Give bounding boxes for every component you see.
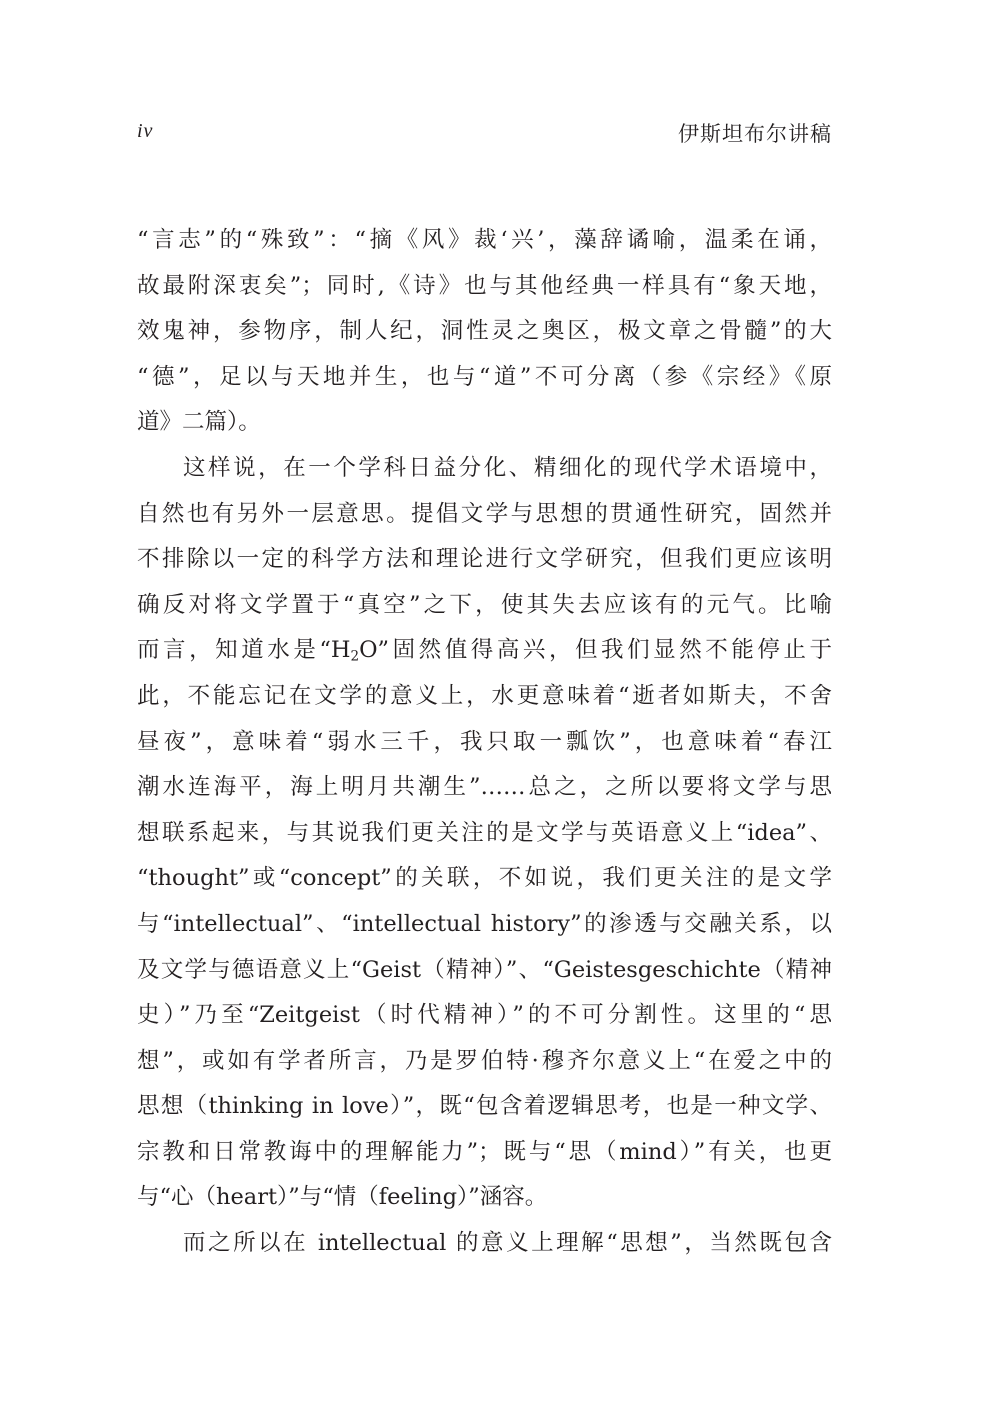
text-line: 而之所以在 intellectual 的意义上理解“思想”，当然既包含: [183, 1230, 832, 1257]
text-line: 自然也有另外一层意思。提倡文学与思想的贯通性研究，固然并: [137, 500, 832, 527]
text-line: 想”，或如有学者所言，乃是罗伯特·穆齐尔意义上“在爱之中的: [137, 1047, 832, 1074]
text-line: 这样说，在一个学科日益分化、精细化的现代学术语境中，: [183, 454, 832, 481]
text-segment: 而言，知道水是“H: [137, 637, 351, 664]
text-line: “thought”或“concept”的关联，不如说，我们更关注的是文学: [137, 865, 832, 892]
text-line: 史）”乃至“Zeitgeist（时代精神）”的不可分割性。这里的“思: [137, 1002, 832, 1029]
text-line: 此，不能忘记在文学的意义上，水更意味着“逝者如斯夫，不舍: [137, 682, 832, 709]
text-line: 道》二篇）。: [137, 409, 261, 436]
text-line: 不排除以一定的科学方法和理论进行文学研究，但我们更应该明: [137, 546, 832, 573]
body-text: [137, 218, 832, 1267]
text-line: “言志”的“殊致”：“摘《风》裁‘兴’，藻辞谲喻，温柔在诵，: [137, 227, 832, 253]
paragraph-3: [137, 1221, 832, 1267]
text-line: 潮水连海平，海上明月共潮生”……总之，之所以要将文学与思: [137, 774, 832, 801]
text-line-h2o: [137, 628, 832, 674]
page-number: iv: [137, 120, 154, 142]
text-line: 想联系起来，与其说我们更关注的是文学与英语意义上“idea”、: [137, 819, 832, 846]
text-line: 思想（thinking in love）”，既“包含着逻辑思考，也是一种文学、: [137, 1093, 832, 1120]
text-line: “德”，足以与天地并生，也与“道”不可分离（参《宗经》《原: [137, 363, 832, 390]
text-line: 与“intellectual”、“intellectual history”的渗透与交融关系，以: [137, 910, 832, 937]
paragraph-2: [137, 446, 832, 1221]
text-line: 效鬼神，参物序，制人纪，洞性灵之奥区，极文章之骨髓”的大: [137, 318, 832, 345]
text-line: 宗教和日常教诲中的理解能力”；既与“思（mind）”有关，也更: [137, 1138, 832, 1165]
text-segment: O”固然值得高兴，但我们显然不能停止于: [359, 637, 832, 664]
running-head-title: 伊斯坦布尔讲稿: [678, 122, 832, 146]
text-line: 及文学与德语意义上“Geist（精神）”、“Geistesgeschichte（精神: [137, 956, 832, 983]
text-line: 与“心（heart）”与“情（feeling）”涵容。: [137, 1184, 548, 1211]
text-line: 故最附深衷矣”；同时,《诗》也与其他经典一样具有“象天地，: [137, 272, 832, 299]
paragraph-1: [137, 218, 832, 446]
text-line: 确反对将文学置于“真空”之下，使其失去应该有的元气。比喻: [137, 591, 832, 618]
subscript: 2: [350, 648, 360, 665]
text-line: 昼夜”，意味着“弱水三千，我只取一瓢饮”，也意味着“春江: [137, 728, 832, 755]
